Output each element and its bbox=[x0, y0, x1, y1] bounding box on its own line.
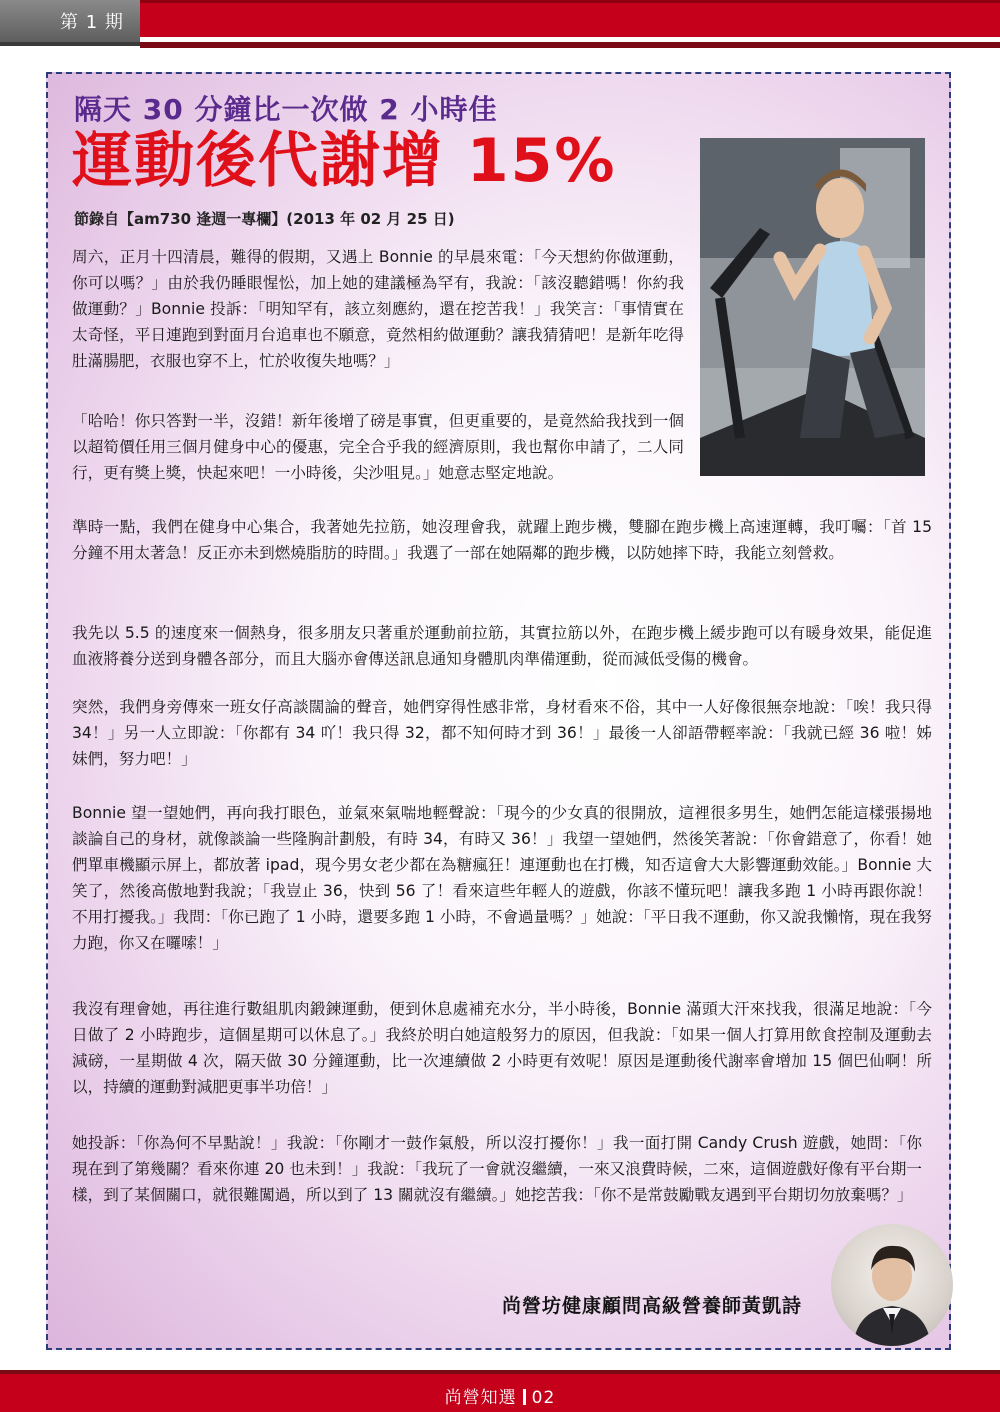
footer-brand: 尚營知選 bbox=[444, 1388, 517, 1408]
article-paragraph-6: Bonnie 望一望她們，再向我打眼色，並氣來氣喘地輕聲說：「現今的少女真的很開放，這裡很多男生，她們怎能這樣張揚地談論自己的身材，就像談論一些隆胸計劃般，有時 34，有時又 36！」我望一望她們，然後笑著說：「你會錯意了，你看！她們單車機顯示屏上，都放著 ipad，現今男女老少都在為糖瘋狂！連運動也在打機，知否這會大大影響運動效能。」Bonnie 大笑了，然後高傲地對我說；「我豈止 36，快到 56 了！看來這些年輕人的遊戲，你該不懂玩吧！讓我多跑 1 小時再跟你說！不用打擾我。」我問：「你已跑了 1 小時，還要多跑 1 小時，不會過量嗎？」她說：「平日我不運動，你又說我懶惰，現在我努力跑，你又在囉嗦！」 bbox=[72, 804, 932, 952]
article-headline: 運動後代謝增 15% bbox=[72, 126, 617, 196]
header-red-band bbox=[140, 0, 1000, 40]
article-paragraph-2: 「哈哈！你只答對一半，沒錯！新年後增了磅是事實，但更重要的，是竟然給我找到一個以超筍價任用三個月健身中心的優惠，完全合乎我的經濟原則，我也幫你申請了，二人同行，更有獎上獎，快起來吧！一小時後，尖沙咀見。」她意志堅定地說。 bbox=[72, 412, 684, 482]
footer-page-number: 02 bbox=[531, 1388, 556, 1408]
article-paragraph-4: 我先以 5.5 的速度來一個熱身，很多朋友只著重於運動前拉筋，其實拉筋以外，在跑步機上緩步跑可以有暖身效果，能促進血液將養分送到身體各部分，而且大腦亦會傳送訊息通知身體肌肉準備運動，從而減低受傷的機會。 bbox=[72, 624, 932, 668]
article-paragraph-7: 我沒有理會她，再往進行數組肌肉鍛鍊運動，便到休息處補充水分，半小時後，Bonnie 滿頭大汗來找我，很滿足地說：「今日做了 2 小時跑步，這個星期可以休息了。」我終於明白她這般努力的原因，但我說：「如果一個人打算用飲食控制及運動去減磅，一星期做 4 次，隔天做 30 分鐘運動，比一次連續做 2 小時更有效呢！原因是運動後代謝率會增加 15 個巴仙啊！所以，持續的運動對減肥更事半功倍！」 bbox=[72, 1000, 932, 1096]
author-signature: 尚營坊健康顧問高級營養師黃凱詩 bbox=[502, 1295, 803, 1317]
article-paragraph-3: 準時一點，我們在健身中心集合，我著她先拉筋，她沒理會我，就躍上跑步機，雙腳在跑步機上高速運轉，我叮囑：「首 15 分鐘不用太著急！反正亦未到燃燒脂肪的時間。」我選了一部在她隔鄰的跑步機，以防她摔下時，我能立刻營救。 bbox=[72, 518, 932, 562]
footer-caption bbox=[0, 1383, 1000, 1408]
footer-divider bbox=[523, 1389, 526, 1405]
author-portrait bbox=[831, 1224, 953, 1346]
runner-illustration bbox=[700, 138, 925, 476]
article-paragraph-8: 她投訴：「你為何不早點說！」我說：「你剛才一鼓作氣般，所以沒打擾你！」我一面打開 Candy Crush 遊戲，她問：「你現在到了第幾關？看來你連 20 也未到！」我說：「我玩了一會就沒繼續，一來又浪費時候，二來，這個遊戲好像有平台期一樣，到了某個關口，就很難闖過，所以到了 13 關就沒有繼續。」她挖苦我：「你不是常鼓勵戰友遇到平台期切勿放棄嗎？」 bbox=[72, 1134, 922, 1204]
top-header bbox=[0, 0, 1000, 48]
treadmill-runner-photo bbox=[700, 138, 925, 476]
article-paragraph-1: 周六，正月十四清晨，難得的假期，又遇上 Bonnie 的早晨來電：「今天想約你做運動，你可以嗎？」由於我仍睡眼惺忪，加上她的建議極為罕有，我說：「該沒聽錯嗎！你約我做運動？」Bonnie 投訴：「明知罕有，該立刻應約，還在挖苦我！」我笑言：「事情實在太奇怪，平日連跑到對面月台追車也不願意，竟然相約做運動？讓我猜猜吧！是新年吃得肚滿腸肥，衣服也穿不上，忙於收復失地嗎？」 bbox=[72, 248, 684, 370]
article-kicker: 隔天 30 分鐘比一次做 2 小時佳 bbox=[74, 93, 498, 126]
author-avatar bbox=[831, 1224, 953, 1346]
article-paragraph-5: 突然，我們身旁傳來一班女仔高談闊論的聲音，她們穿得性感非常，身材看來不俗，其中一人好像很無奈地說：「唉！我只得 34！」另一人立即說：「你都有 34 吖！我只得 32，都不知何時才到 36！」最後一人卻語帶輕率說：「我就已經 36 啦！姊妹們，努力吧！」 bbox=[72, 698, 932, 768]
issue-label: 第 1 期 bbox=[0, 0, 140, 46]
header-band-shadow bbox=[140, 42, 1000, 48]
article-source: 節錄自【am730 逢週一專欄】(2013 年 02 月 25 日) bbox=[74, 210, 455, 228]
